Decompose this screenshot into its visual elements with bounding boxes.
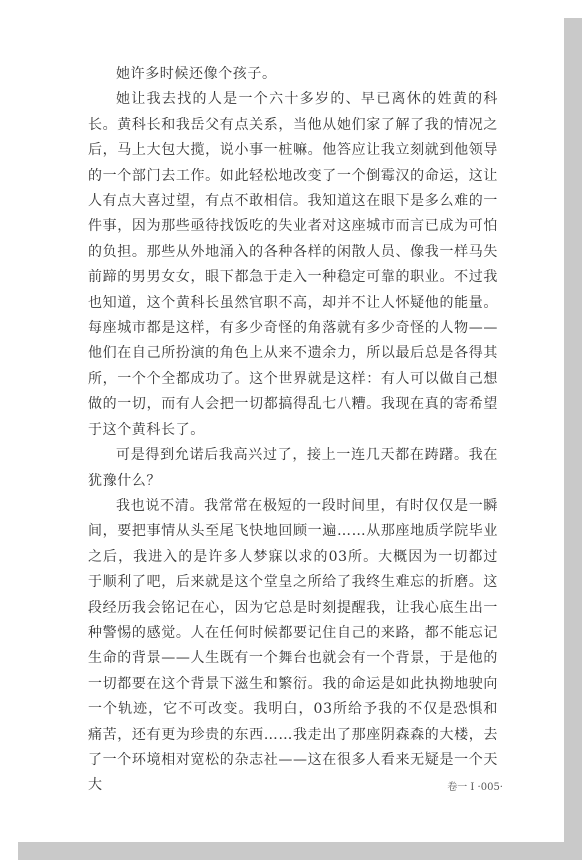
body-text [88,62,498,799]
paragraph: 可是得到允诺后我高兴过了，接上一连几天都在踌躇。我在犹豫什么？ [88,447,498,489]
paragraph: 她让我去找的人是一个六十多岁的、早已离休的姓黄的科长。黄科长和我岳父有点关系，当他从她们家了解了我的情况之后，马上大包大揽，说小事一桩嘛。他答应让我立刻就到他领导的一个部门去工作。如此轻松地改变了一个倒霉汉的命运，这让人有点大喜过望，有点不敢相信。我知道这在眼下是多么难的一件事，因为那些亟待找饭吃的失业者对这座城市而言已成为可怕的负担。那些从外地涌入的各种各样的闲散人员、像我一样马失前蹄的男男女女，眼下都急于走入一种稳定可靠的职业。不过我也知道，这个黄科长虽然官职不高，却并不让人怀疑他的能量。每座城市都是这样，有多少奇怪的角落就有多少奇怪的人物——他们在自己所扮演的角色上从来不遗余力，所以最后总是各得其所，一个个全都成功了。这个世界就是这样：有人可以做自己想做的一切，而有人会把一切都搞得乱七八糟。我现在真的寄希望于这个黄科长了。 [88,91,498,438]
page-shadow-bottom [18,842,582,860]
paragraph: 我也说不清。我常常在极短的一段时间里，有时仅仅是一瞬间，要把事情从头至尾飞快地回顾一遍……从那座地质学院毕业之后，我进入的是许多人梦寐以求的03所。大概因为一切都过于顺利了吧，后来就是这个堂皇之所给了我终生难忘的折磨。这段经历我会铭记在心，因为它总是时刻提醒我，让我心底生出一种警惕的感觉。人在任何时候都要记住自己的来路，都不能忘记生命的背景——人生既有一个舞台也就会有一个背景，于是他的一切都要在这个背景下滋生和繁衍。我的命运是如此执拗地驶向一个轨迹，它不可改变。我明白，03所给予我的不仅是恐惧和痛苦，还有更为珍贵的东西……我走出了那座阴森森的大楼，去了一个环境相对宽松的杂志社——这在很多人看来无疑是一个天大 [88,497,498,794]
page-shadow-right [564,18,582,860]
page-footer: 卷一 Ⅰ ·005· [447,782,503,793]
paragraph: 她许多时候还像个孩子。 [116,66,277,82]
